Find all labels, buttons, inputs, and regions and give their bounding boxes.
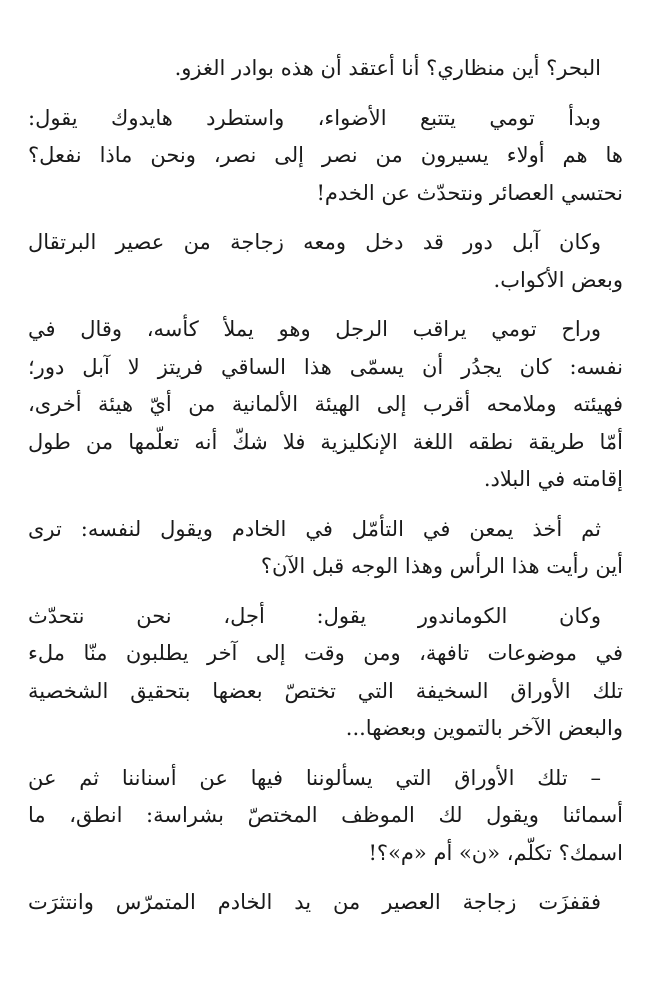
paragraph-3	[28, 224, 623, 299]
paragraph-4	[28, 311, 623, 499]
text-line: وكان الكوماندور يقول: أجل، نحن نتحدّث	[28, 603, 601, 628]
book-page	[28, 50, 623, 934]
text-line: في موضوعات تافهة، ومن وقت إلى آخر يطلبون منّا ملء	[28, 641, 623, 665]
paragraph-1	[28, 50, 623, 88]
text-line: ثم أخذ يمعن في التأمّل في الخادم ويقول لنفسه: ترى	[28, 516, 601, 541]
text-line: البحر؟ أين منظاري؟ أنا أعتقد أن هذه بوادر الغزو.	[174, 56, 601, 80]
text-line: نحتسي العصائر ونتحدّث عن الخدم!	[316, 180, 623, 205]
text-line: نفسه: كان يجدُر أن يسمّى هذا الساقي فريتز لا آبل دور؛	[28, 354, 623, 379]
text-line: وراح تومي يراقب الرجل وهو يملأ كأسه، وقال في	[28, 317, 601, 341]
text-line: أسمائنا ويقول لك الموظف المختصّ بشراسة: انطق، ما	[28, 803, 623, 827]
text-line: تلك الأوراق السخيفة التي تختصّ بعضها بتحقيق الشخصية	[28, 678, 623, 703]
text-line: – تلك الأوراق التي يسألوننا فيها عن أسناننا ثم عن	[28, 765, 601, 790]
paragraph-2	[28, 100, 623, 213]
paragraph-6	[28, 598, 623, 748]
text-line: ها هم أولاء يسيرون من نصر إلى نصر، ونحن ماذا نفعل؟	[28, 143, 623, 167]
text-line: فهيئته وملامحه أقرب إلى الهيئة الألمانية من أيّ هيئة أخرى،	[28, 392, 623, 416]
text-line: وبعض الأكواب.	[493, 267, 623, 292]
text-line: وكان آبل دور قد دخل ومعه زجاجة من عصير البرتقال	[28, 230, 601, 254]
text-line: أين رأيت هذا الرأس وهذا الوجه قبل الآن؟	[260, 554, 623, 578]
text-line: أمّا طريقة نطقه اللغة الإنكليزية فلا شكّ أنه تعلّمها من طول	[28, 429, 623, 454]
text-line: والبعض الآخر بالتموين وبعضها...	[345, 716, 623, 740]
text-line: فقفزَت زجاجة العصير من يد الخادم المتمرّس وانتثرَت	[28, 890, 601, 914]
paragraph-7	[28, 760, 623, 873]
text-line: إقامته في البلاد.	[483, 467, 623, 491]
paragraph-5	[28, 511, 623, 586]
paragraph-8	[28, 884, 623, 922]
text-line: اسمك؟ تكلّم، «ن» أم «م»؟!	[368, 840, 623, 865]
text-line: وبدأ تومي يتتبع الأضواء، واستطرد هايدوك يقول:	[28, 105, 601, 130]
